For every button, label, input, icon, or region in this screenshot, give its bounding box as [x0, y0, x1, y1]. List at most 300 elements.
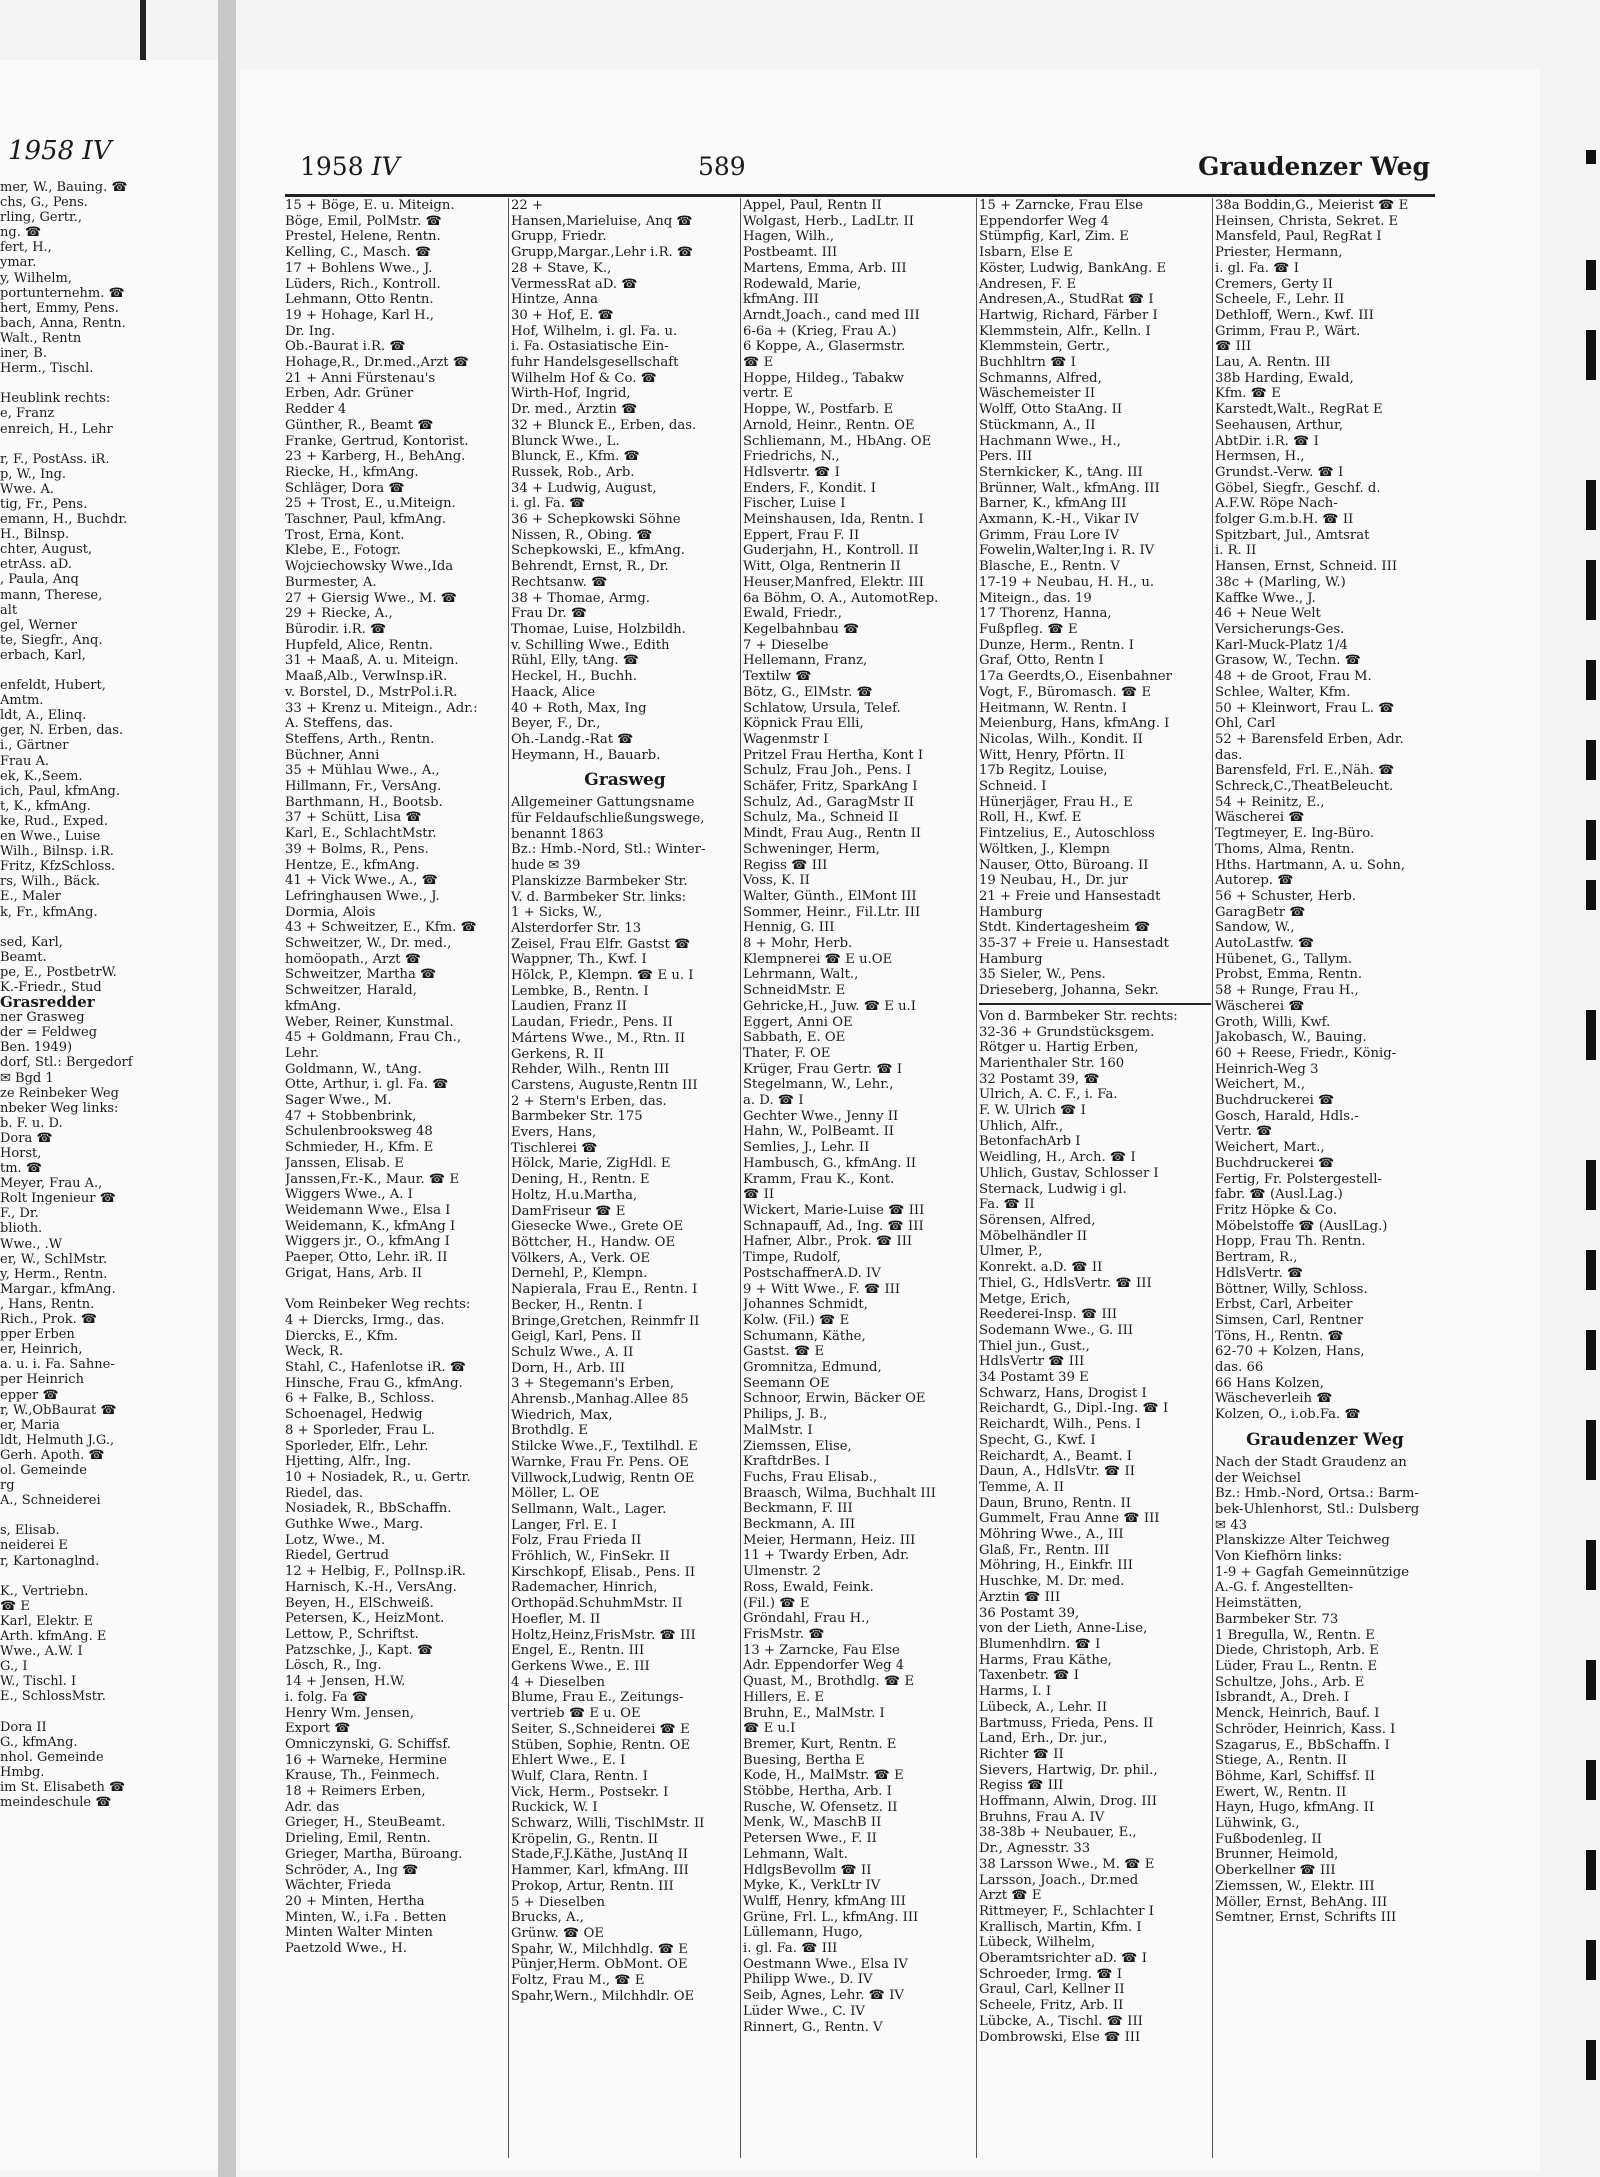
header-year: 1958 IV	[300, 152, 400, 181]
entry-line: Fintzelius, E., Autoschloss	[979, 826, 1155, 842]
entry-line: MalMstr. I	[743, 1422, 813, 1438]
entry-line: fuhr Handelsgesellschaft	[511, 355, 679, 371]
left-page-line: Amtm.	[0, 693, 44, 709]
entry-line: Heimstätten,	[1215, 1596, 1303, 1612]
entry-line: a. D. ☎ I	[743, 1093, 804, 1109]
left-page-line: tig, Fr., Pens.	[0, 496, 88, 512]
street-heading: Graudenzer Weg	[1246, 1429, 1404, 1450]
entry-line: Lüders, Rich., Kontroll.	[285, 276, 441, 292]
column-5	[1215, 198, 1435, 2158]
entry-line: Vom Reinbeker Weg rechts:	[285, 1297, 471, 1313]
entry-line: Philipp Wwe., D. IV	[743, 1972, 873, 1988]
left-page-line	[0, 1508, 220, 1523]
entry-line: Blume, Frau E., Zeitungs-	[511, 1690, 684, 1706]
entry-line: Beyen, H., ElSchweiß.	[285, 1595, 434, 1611]
entry-line: 4 + Diercks, Irmg., das.	[285, 1312, 445, 1328]
entry-line: ✉ 43	[1215, 1517, 1248, 1533]
entry-line: Autorep. ☎	[1215, 873, 1294, 889]
left-page-line: Margar., kfmAng.	[0, 1281, 116, 1297]
entry-line: Lau, A. Rentn. III	[1215, 355, 1331, 371]
left-page-line: Gerh. Apoth. ☎	[0, 1447, 105, 1463]
entry-line: Sommer, Heinr., Fil.Ltr. III	[743, 904, 921, 920]
entry-line: Rötger u. Hartig Erben,	[979, 1040, 1139, 1056]
entry-line: Planskizze Barmbeker Str.	[511, 873, 688, 889]
edge-tab-mark	[1586, 1250, 1596, 1290]
entry-line: Barensfeld, Frl. E.,Näh. ☎	[1215, 763, 1395, 779]
entry-line: vertr. E	[743, 386, 793, 402]
left-page-line: y, Wilhelm,	[0, 270, 73, 286]
entry-line: A. Steffens, das.	[285, 716, 394, 732]
left-page-line: portunternehm. ☎	[0, 285, 125, 301]
left-page-line	[0, 920, 220, 935]
entry-line: 16 + Warneke, Hermine	[285, 1752, 447, 1768]
entry-line: Appel, Paul, Rentn II	[743, 198, 882, 213]
edge-tab-mark	[1586, 880, 1596, 910]
entry-line: Fußbodenleg. II	[1215, 1831, 1322, 1847]
entry-line: Dunze, Herm., Rentn. I	[979, 637, 1134, 653]
entry-line: Drieling, Emil, Rentn.	[285, 1831, 431, 1847]
entry-line: Martens, Emma, Arb. III	[743, 260, 907, 276]
entry-line: Taschner, Paul, kfmAng.	[285, 512, 447, 528]
section-rule	[979, 1003, 1211, 1005]
entry-line: Sievers, Hartwig, Dr. phil.,	[979, 1762, 1158, 1778]
entry-line: Myke, K., VerkLtr IV	[743, 1878, 881, 1894]
entry-line: Möhring Wwe., A., III	[979, 1527, 1124, 1543]
column-divider	[508, 198, 509, 2158]
entry-line: ☎ III	[1215, 339, 1252, 355]
entry-line: Fröhlich, W., FinSekr. II	[511, 1549, 670, 1565]
entry-line: Fuchs, Frau Elisab.,	[743, 1469, 878, 1485]
left-page-line: er, Heinrich,	[0, 1342, 83, 1358]
entry-line: 32 Postamt 39, ☎	[979, 1071, 1100, 1087]
left-page-line: y, Herm., Rentn.	[0, 1266, 108, 1282]
left-page-line: Karl, Elektr. E	[0, 1613, 94, 1629]
entry-line: Guthke Wwe., Marg.	[285, 1517, 424, 1533]
entry-line: Köpnick Frau Elli,	[743, 716, 864, 732]
left-page-line: s, Elisab.	[0, 1523, 60, 1539]
entry-line: Schulenbrooksweg 48	[285, 1124, 433, 1140]
left-page-line: t, K., kfmAng.	[0, 798, 91, 814]
entry-line: Tegtmeyer, E. Ing-Büro.	[1215, 826, 1375, 842]
entry-line: 1 + Sicks, W.,	[511, 905, 603, 921]
entry-line: Schulz, Ad., GaragMstr II	[743, 794, 914, 810]
entry-line: Tischlerei ☎	[511, 1140, 598, 1156]
entry-line: Rusche, W. Ofensetz. II	[743, 1799, 898, 1815]
entry-line: Kramm, Frau K., Kont.	[743, 1171, 895, 1187]
edge-tab-mark	[1586, 150, 1596, 164]
left-page-line: chs, G., Pens.	[0, 195, 88, 211]
entry-line: Göbel, Siegfr., Geschf. d.	[1215, 480, 1381, 496]
entry-line: Blunck, E., Kfm. ☎	[511, 449, 640, 465]
entry-line: Thoms, Alma, Rentn.	[1215, 841, 1355, 857]
edge-tab-mark	[1586, 1160, 1596, 1210]
entry-line: kfmAng.	[285, 998, 342, 1014]
left-page-line: er, Maria	[0, 1417, 60, 1433]
entry-line: Redder 4	[285, 402, 347, 418]
entry-line: Bz.: Hmb.-Nord, Ortsa.: Barm-	[1215, 1486, 1419, 1502]
entry-line: (Fil.) ☎ E	[743, 1595, 810, 1611]
page-number: 589	[698, 152, 746, 181]
entry-line: Blasche, E., Rentn. V	[979, 559, 1120, 575]
entry-line: Rittmeyer, F., Schlachter I	[979, 1903, 1154, 1919]
left-page-line: E., Maler	[0, 889, 62, 905]
entry-line: 11 + Twardy Erben, Adr.	[743, 1548, 910, 1564]
entry-line: Weichert, M.,	[1215, 1077, 1306, 1093]
left-page-line: iner, B.	[0, 346, 47, 362]
entry-line: Menk, W., MaschB II	[743, 1815, 882, 1831]
book-gutter	[218, 0, 236, 2177]
left-page-header: 1958 IV	[8, 136, 112, 166]
entry-line: 20 + Minten, Hertha	[285, 1893, 425, 1909]
entry-line: Rechtsanw. ☎	[511, 574, 608, 590]
entry-line: Wäscheverleih ☎	[1215, 1391, 1333, 1407]
entry-line: Wäscherei ☎	[1215, 810, 1305, 826]
entry-line: Weber, Reiner, Kunstmal.	[285, 1014, 454, 1030]
entry-line: Otte, Arthur, i. gl. Fa. ☎	[285, 1077, 449, 1093]
entry-line: Mansfeld, Paul, RegRat I	[1215, 229, 1382, 245]
entry-line: Paeper, Otto, Lehr. iR. II	[285, 1250, 448, 1266]
entry-line: A.F.W. Röpe Nach-	[1215, 496, 1338, 512]
entry-line: 6-6a + (Krieg, Frau A.)	[743, 323, 897, 339]
left-page-line: te, Siegfr., Anq.	[0, 632, 103, 648]
header-rule	[285, 194, 1435, 197]
entry-line: Spitzbart, Jul., Amtsrat	[1215, 527, 1370, 543]
entry-line: Schwarz, Willi, TischlMstr. II	[511, 1816, 705, 1832]
left-page-line: der = Feldweg	[0, 1025, 98, 1041]
entry-line: Villwock,Ludwig, Rentn OE	[511, 1470, 695, 1486]
entry-line: Priester, Hermann,	[1215, 245, 1343, 261]
entry-line: Grüne, Frl. L., kfmAng. III	[743, 1909, 919, 1925]
entry-line: Beyer, F., Dr.,	[511, 716, 601, 732]
column-divider	[740, 198, 741, 2158]
entry-line: 17 + Bohlens Wwe., J.	[285, 260, 433, 276]
entry-line: Vick, Herm., Postsekr. I	[511, 1784, 669, 1800]
entry-line: Oberamtsrichter aD. ☎ I	[979, 1951, 1147, 1967]
entry-line: Böttner, Willy, Schloss.	[1215, 1281, 1368, 1297]
entry-line: 35-37 + Freie u. Hansestadt	[979, 936, 1169, 952]
entry-line: Stiege, A., Rentn. II	[1215, 1753, 1347, 1769]
entry-line: v. Borstel, D., MstrPol.i.R.	[285, 684, 458, 700]
entry-line: Wiedrich, Max,	[511, 1407, 613, 1423]
entry-line: Wappner, Th., Kwf. I	[511, 952, 647, 968]
left-page-line: bach, Anna, Rentn.	[0, 315, 126, 331]
entry-line: Witt, Henry, Pförtn. II	[979, 747, 1125, 763]
entry-line: 41 + Vick Wwe., A., ☎	[285, 873, 439, 889]
entry-line: Barthmann, H., Bootsb.	[285, 794, 443, 810]
entry-line: Versicherungs-Ges.	[1215, 621, 1345, 637]
directory-columns	[285, 198, 1435, 2158]
entry-line: Riedel, das.	[285, 1485, 364, 1501]
entry-line: Oestmann Wwe., Elsa IV	[743, 1956, 908, 1972]
entry-line: Axmann, K.-H., Vikar IV	[979, 512, 1139, 528]
entry-line: 4 + Dieselben	[511, 1674, 605, 1690]
entry-line: Ulmenstr. 2	[743, 1564, 821, 1580]
left-page-line	[0, 376, 220, 391]
left-page-line: gel, Werner	[0, 617, 77, 633]
left-page-line: Grasredder	[0, 995, 95, 1011]
entry-line: Behrendt, Ernst, R., Dr.	[511, 559, 669, 575]
entry-line: 38b Harding, Ewald,	[1215, 370, 1354, 386]
entry-line: Bürodir. i.R. ☎	[285, 621, 387, 637]
left-page-line: H., Bilnsp.	[0, 527, 70, 543]
entry-line: Grieger, H., SteuBeamt.	[285, 1815, 446, 1831]
entry-line: Schlee, Walter, Kfm.	[1215, 684, 1351, 700]
entry-line: Oberkellner ☎ III	[1215, 1863, 1336, 1879]
entry-line: Wöltken, J., Klempn	[979, 841, 1110, 857]
edge-tab-mark	[1586, 1850, 1596, 1890]
entry-line: Lüllemann, Hugo,	[743, 1925, 863, 1941]
entry-line: Ross, Ewald, Feink.	[743, 1579, 874, 1595]
entry-line: Möller, L. OE	[511, 1486, 600, 1502]
entry-line: Krüger, Frau Gertr. ☎ I	[743, 1061, 903, 1077]
entry-line: Sabbath, E. OE	[743, 1030, 846, 1046]
entry-line: Hoffmann, Alwin, Drog. III	[979, 1794, 1157, 1810]
entry-line: 35 Sieler, W., Pens.	[979, 967, 1106, 983]
entry-line: Simsen, Carl, Rentner	[1215, 1312, 1364, 1328]
entry-line: Ulrich, A. C. F., i. Fa.	[979, 1087, 1118, 1103]
entry-line: Buchhltrn ☎ I	[979, 355, 1076, 371]
entry-line: Carstens, Auguste,Rentn III	[511, 1077, 698, 1093]
entry-line: Schäfer, Fritz, SparkAng I	[743, 779, 918, 795]
entry-line: Uhlich, Alfr.,	[979, 1118, 1064, 1134]
entry-line: i. R. II	[1215, 543, 1257, 559]
entry-line: Schultze, Johs., Arb. E	[1215, 1674, 1365, 1690]
entry-line: Petersen Wwe., F. II	[743, 1831, 877, 1847]
entry-line: Buchdruckerei ☎	[1215, 1155, 1335, 1171]
entry-line: Kolzen, O., i.ob.Fa. ☎	[1215, 1407, 1361, 1423]
entry-line: Dr. Ing.	[285, 323, 336, 339]
entry-line: 7 + Dieselbe	[743, 637, 829, 653]
edge-tab-mark	[1586, 1760, 1596, 1800]
entry-line: fabr. ☎ (Ausl.Lag.)	[1215, 1187, 1343, 1203]
entry-line: Foltz, Frau M., ☎ E	[511, 1973, 645, 1989]
entry-line: Fowelin,Walter,Ing i. R. IV	[979, 543, 1155, 559]
entry-line: Gummelt, Frau Anne ☎ III	[979, 1511, 1160, 1527]
entry-line: Adr. Eppendorfer Weg 4	[743, 1658, 905, 1674]
entry-line: Schroeder, Irmg. ☎ I	[979, 1966, 1123, 1982]
entry-line: Harms, I. I	[979, 1684, 1052, 1700]
entry-line: Hartwig, Richard, Färber I	[979, 307, 1158, 323]
entry-line: Seemann OE	[743, 1375, 830, 1391]
entry-line: Brunner, Heimold,	[1215, 1847, 1339, 1863]
entry-line: Weidemann, K., kfmAng I	[285, 1218, 456, 1234]
entry-line: Arnold, Heinr., Rentn. OE	[743, 417, 915, 433]
entry-line: i. gl. Fa. ☎ I	[1215, 260, 1299, 276]
entry-line: Arndt,Joach., cand med III	[743, 307, 920, 323]
left-page-line: sed, Karl,	[0, 934, 63, 950]
entry-line: Ärztin ☎ III	[979, 1589, 1061, 1605]
entry-line: Konrekt. a.D. ☎ II	[979, 1260, 1103, 1276]
entry-line: Klemmstein, Alfr., Kelln. I	[979, 323, 1151, 339]
entry-line: Janssen, Elisab. E	[285, 1155, 405, 1171]
entry-line: Schröder, A., Ing ☎	[285, 1862, 419, 1878]
entry-line: Nosiadek, R., BbSchaffn.	[285, 1501, 452, 1517]
entry-line: Klebe, E., Fotogr.	[285, 543, 401, 559]
entry-line: Hammer, Karl, kfmAng. III	[511, 1863, 689, 1879]
entry-line: Patzschke, J., Kapt. ☎	[285, 1642, 434, 1658]
entry-line: Franke, Gertrud, Kontorist.	[285, 433, 469, 449]
entry-line: Pers. III	[979, 449, 1033, 465]
entry-line: 1-9 + Gagfah Gemeinnützige	[1215, 1564, 1409, 1580]
entry-line: Rodewald, Marie,	[743, 276, 862, 292]
entry-line: 21 + Freie und Hansestadt	[979, 888, 1161, 904]
entry-line: 39 + Bolms, R., Pens.	[285, 841, 429, 857]
entry-line: ☎ E u.I	[743, 1721, 796, 1737]
entry-line: Grieger, Martha, Büroang.	[285, 1846, 463, 1862]
entry-line: Grasow, W., Techn. ☎	[1215, 653, 1362, 669]
left-page-line: mer, W., Bauing. ☎	[0, 180, 128, 195]
entry-line: Spahr, W., Milchhdlg. ☎ E	[511, 1941, 688, 1957]
entry-line: Giesecke Wwe., Grete OE	[511, 1219, 684, 1235]
edge-tab-mark	[1586, 1660, 1596, 1700]
left-page-line: tm. ☎	[0, 1161, 43, 1177]
entry-line: 50 + Kleinwort, Frau L. ☎	[1215, 700, 1395, 716]
entry-line: Reichardt, G., Dipl.-Ing. ☎ I	[979, 1401, 1169, 1417]
entry-line: Minten Walter Minten	[285, 1925, 433, 1941]
entry-line: Drieseberg, Johanna, Sekr.	[979, 983, 1159, 999]
left-page-line: Ben. 1949)	[0, 1040, 73, 1056]
left-page-line: K.-Friedr., Stud	[0, 979, 102, 995]
entry-line: Ahrensb.,Manhag.Allee 85	[511, 1392, 689, 1408]
entry-line: Lettow, P., Schriftst.	[285, 1626, 419, 1642]
left-page-line: b. F. u. D.	[0, 1115, 63, 1131]
entry-line: 38-38b + Neubauer, E.,	[979, 1825, 1137, 1841]
entry-line: vertrieb ☎ E u. OE	[511, 1706, 641, 1722]
left-page-line: meindeschule ☎	[0, 1795, 112, 1811]
left-page-line: Dora II	[0, 1719, 47, 1735]
entry-line: Meier, Hermann, Heiz. III	[743, 1532, 916, 1548]
entry-line: Hths. Hartmann, A. u. Sohn,	[1215, 857, 1406, 873]
entry-line: 60 + Reese, Friedr., König-	[1215, 1045, 1397, 1061]
entry-line: Dr., Agnesstr. 33	[979, 1841, 1091, 1857]
left-page-line: dorf, Stl.: Bergedorf	[0, 1055, 133, 1071]
entry-line: PostschaffnerA.D. IV	[743, 1265, 881, 1281]
edge-tab-mark	[1586, 660, 1596, 700]
entry-line: Stilcke Wwe.,F., Textilhdl. E	[511, 1439, 698, 1455]
entry-line: Lotz, Wwe., M.	[285, 1532, 386, 1548]
left-page-line: Wwe. A.	[0, 481, 54, 497]
entry-line: Trost, Erna, Kont.	[285, 527, 405, 543]
entry-line: Böhme, Karl, Schiffsf. II	[1215, 1768, 1375, 1784]
entry-line: Folz, Frau Frieda II	[511, 1533, 642, 1549]
entry-line: Schreck,C.,TheatBeleucht.	[1215, 779, 1394, 795]
entry-line: Wagenmstr I	[743, 731, 829, 747]
entry-line: Rühl, Elly, tAng. ☎	[511, 653, 640, 669]
entry-line: Lehrmann, Walt.,	[743, 967, 859, 983]
left-page-line: G., I	[0, 1659, 28, 1675]
entry-line: Stückmann, A., II	[979, 417, 1096, 433]
entry-line: Probst, Emma, Rentn.	[1215, 967, 1363, 983]
entry-line: Gechter Wwe., Jenny II	[743, 1108, 899, 1124]
entry-line: Maaß,Alb., VerwInsp.iR.	[285, 669, 448, 685]
entry-line: Heckel, H., Buchh.	[511, 669, 637, 685]
entry-line: Heymann, H., Bauarb.	[511, 747, 661, 763]
edge-tab-mark	[1586, 1940, 1596, 1980]
entry-line: 12 + Helbig, F., PolInsp.iR.	[285, 1564, 466, 1580]
entry-line: Schnoor, Erwin, Bäcker OE	[743, 1391, 926, 1407]
edge-tab-mark	[1586, 1330, 1596, 1370]
entry-line: i. folg. Fa ☎	[285, 1689, 369, 1705]
left-page-line: p, W., Ing.	[0, 466, 67, 482]
entry-line: 3 + Stegemann's Erben,	[511, 1376, 675, 1392]
entry-line: Blunck Wwe., L.	[511, 433, 620, 449]
entry-line: Oh.-Landg.-Rat ☎	[511, 731, 634, 747]
entry-line: Eggert, Anni OE	[743, 1014, 853, 1030]
entry-line: 22 +	[511, 198, 544, 213]
entry-line: Frau Dr. ☎	[511, 606, 588, 622]
entry-line: Schepkowski, E., kfmAng.	[511, 543, 685, 559]
entry-line: Ehlert Wwe., E. I	[511, 1753, 626, 1769]
entry-line: Ulmer, P.,	[979, 1244, 1043, 1260]
entry-line: Wiggers Wwe., A. I	[285, 1187, 413, 1203]
entry-line: Grigat, Hans, Arb. II	[285, 1265, 423, 1281]
entry-line: Karstedt,Walt., RegRat E	[1215, 402, 1383, 418]
left-page-line: enreich, H., Lehr	[0, 421, 113, 437]
entry-line: bek-Uhlenhorst, Stl.: Dulsberg	[1215, 1501, 1420, 1517]
entry-line: 6a Böhm, O. A., AutomotRep.	[743, 590, 939, 606]
entry-line: Menck, Heinrich, Bauf. I	[1215, 1706, 1380, 1722]
left-page-line: A., Schneiderei	[0, 1493, 101, 1509]
entry-line: AbtDir. i.R. ☎ I	[1215, 433, 1319, 449]
entry-line: Bz.: Hmb.-Nord, Stl.: Winter-	[511, 842, 706, 858]
entry-line: 10 + Nosiadek, R., u. Gertr.	[285, 1469, 471, 1485]
entry-line: 17a Geerdts,O., Eisenbahner	[979, 669, 1172, 685]
entry-line: Hansen, Ernst, Schneid. III	[1215, 559, 1398, 575]
edge-tab-mark	[1586, 1010, 1596, 1060]
entry-line: Lübeck, Wilhelm,	[979, 1935, 1096, 1951]
left-page-line: etrAss. aD.	[0, 557, 72, 573]
entry-line: Prokop, Artur, Rentn. III	[511, 1878, 674, 1894]
entry-line: Sellmann, Walt., Lager.	[511, 1501, 667, 1517]
edge-tab-mark	[1586, 480, 1596, 530]
entry-line: Schwarz, Hans, Drogist I	[979, 1385, 1147, 1401]
header-street: Graudenzer Weg	[1198, 152, 1430, 181]
entry-line: Szagarus, E., BbSchaffn. I	[1215, 1737, 1390, 1753]
entry-line: Ziemssen, W., Elektr. III	[1215, 1878, 1375, 1894]
left-page-line: ich, Paul, kfmAng.	[0, 783, 121, 799]
entry-line: 35 + Mühlau Wwe., A.,	[285, 763, 440, 779]
entry-line: Reederei-Insp. ☎ III	[979, 1307, 1118, 1323]
entry-line: Stahl, C., Hafenlotse iR. ☎	[285, 1360, 467, 1376]
entry-line: 34 + Ludwig, August,	[511, 480, 657, 496]
entry-line: Diede, Christoph, Arb. E	[1215, 1643, 1379, 1659]
entry-line: Grupp, Friedr.	[511, 229, 607, 245]
entry-line: Grupp,Margar.,Lehr i.R. ☎	[511, 245, 694, 261]
entry-line: 9 + Witt Wwe., F. ☎ III	[743, 1281, 901, 1297]
entry-line: kfmAng. III	[743, 292, 819, 308]
left-page-line: im St. Elisabeth ☎	[0, 1779, 126, 1795]
entry-line: Stegelmann, W., Lehr.,	[743, 1077, 894, 1093]
left-page-line: i., Gärtner	[0, 738, 69, 754]
page-header	[300, 150, 1430, 186]
entry-line: Schweitzer, Harald,	[285, 983, 417, 999]
entry-line: Hünerjäger, Frau H., E	[979, 794, 1133, 810]
entry-line: Petersen, K., HeizMont.	[285, 1611, 445, 1627]
entry-line: Schweitzer, W., Dr. med.,	[285, 936, 452, 952]
entry-line: Voss, K. II	[743, 873, 810, 889]
entry-line: Lühwink, G.,	[1215, 1816, 1300, 1832]
entry-line: 32 + Blunck E., Erben, das.	[511, 417, 697, 433]
entry-line: 15 + Zarncke, Frau Else	[979, 198, 1144, 213]
left-page-line: Frau A.	[0, 753, 50, 769]
entry-line: 46 + Neue Welt	[1215, 606, 1321, 622]
entry-line: Vogt, F., Büromasch. ☎ E	[979, 684, 1152, 700]
entry-line: Alsterdorfer Str. 13	[511, 920, 642, 936]
entry-line: 25 + Trost, E., u.Miteign.	[285, 496, 456, 512]
entry-line: Schmieder, H., Kfm. E	[285, 1140, 434, 1156]
entry-line: Cremers, Gerty II	[1215, 276, 1333, 292]
left-page-line: r, F., PostAss. iR.	[0, 451, 110, 467]
